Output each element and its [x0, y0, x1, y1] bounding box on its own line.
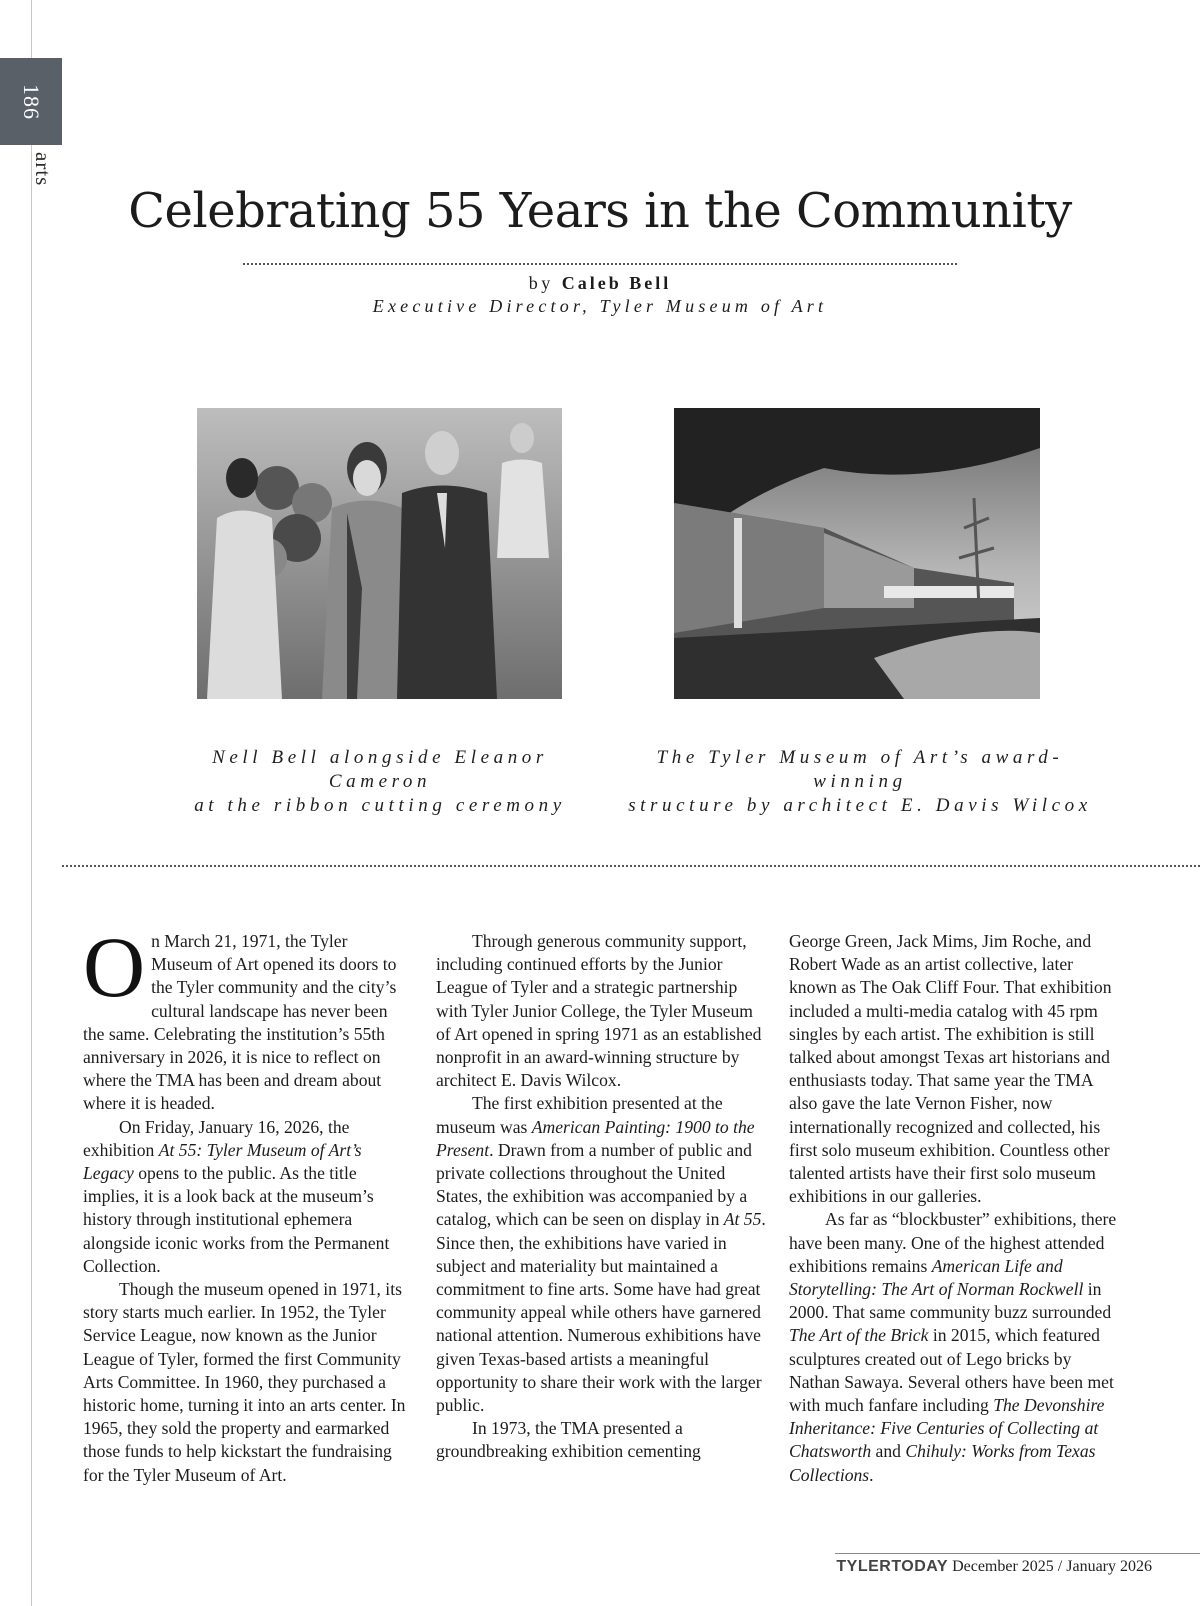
page-number-tab: [0, 58, 62, 145]
exhibition-title: The Devonshire Inheritance: Five Centuries of Collecting at Chatsworth: [789, 1395, 1105, 1462]
article-title: Celebrating 55 Years in the Community: [128, 183, 1072, 239]
byline-prefix: by: [528, 273, 554, 293]
exhibition-title: American Painting: 1900 to the Present: [436, 1116, 755, 1160]
caption-1-line-2: at the ribbon cutting ceremony: [194, 795, 566, 816]
exhibition-title: Chihuly: Works from Texas Collections: [789, 1441, 1096, 1485]
paragraph: [789, 1208, 1119, 1486]
paragraph-text: n March 21, 1971, the Tyler Museum of Art opened its doors to the Tyler community and the city’s cultural landscape has never been the same. Celebrating the institution’s 55th anniversary in 2026, it is nice to reflect on where the TMA has been and dream about where it is headed.: [83, 931, 397, 1114]
paragraph: Through generous community support, including continued efforts by the Junior League of Tyler and a strategic partnership with Tyler Junior College, the Tyler Museum of Art opened in spring 1971 as an established nonprofit in an award-winning structure by architect E. Davis Wilcox.: [436, 931, 762, 1091]
section-label: arts: [31, 152, 55, 187]
article-column-1: [83, 919, 413, 1487]
author-role: Executive Director, Tyler Museum of Art: [372, 296, 828, 316]
page-number: 186: [19, 83, 44, 120]
byline: [0, 273, 1200, 294]
exhibition-title: At 55: [723, 1209, 762, 1230]
caption-2-line-2: structure by architect E. Davis Wilcox: [628, 795, 1092, 816]
paragraph-text: The first exhibition presented at the museum was: [436, 1093, 723, 1137]
paragraph: [83, 919, 413, 1116]
exhibition-title: American Life and Storytelling: The Art of Norman Rockwell: [789, 1255, 1084, 1300]
paragraph: [83, 1116, 413, 1278]
paragraph-text: in 2000. That same community buzz surrounded: [789, 1279, 1112, 1323]
paragraph: George Green, Jack Mims, Jim Roche, and Robert Wade as an artist collective, later known as The Oak Cliff Four. That exhibition included a multi-media catalog with 45 rpm singles by each artist. The exhibition is still talked about amongst Texas art historians and enthusiasts today. That same year the TMA also gave the late Vernon Fisher, now internationally recognized and collected, his first solo museum exhibition. Countless other talented artists have their first solo museum exhibitions in our galleries.: [789, 931, 1112, 1207]
issue-date: December 2025 / January 2026: [952, 1558, 1152, 1575]
exhibition-title: At 55: Tyler Museum of Art’s Legacy: [83, 1139, 362, 1184]
title-divider: [243, 263, 957, 265]
caption-2-line-1: The Tyler Museum of Art’s award-winning: [656, 747, 1064, 792]
exhibition-title: The Art of the Brick: [789, 1325, 929, 1346]
paragraph-text: and: [871, 1441, 906, 1462]
author-name: Caleb Bell: [561, 273, 672, 293]
page-footer: [836, 1558, 1152, 1576]
paragraph-text: . Drawn from a number of public and private collections throughout the United States, the exhibition was accompanied by a catalog, which can be seen on display in: [436, 1139, 752, 1230]
article-column-3: [789, 930, 1119, 1487]
paragraph-text: As far as “blockbuster” exhibitions, there have been many. One of the highest attended exhibitions remains: [789, 1209, 1117, 1276]
magazine-brand: TYLERTODAY: [836, 1558, 949, 1575]
paragraph-text: On Friday, January 16, 2026, the exhibition: [83, 1116, 350, 1160]
paragraph: [436, 1092, 766, 1417]
article-column-2: [436, 930, 766, 1464]
paragraph: In 1973, the TMA presented a groundbreaking exhibition cementing: [436, 1418, 701, 1462]
photo-caption-2: [610, 746, 1110, 818]
margin-rule: [31, 0, 32, 1606]
paragraph-text: .: [869, 1464, 874, 1485]
drop-cap: O: [83, 919, 146, 1015]
paragraph: Though the museum opened in 1971, its story starts much earlier. In 1952, the Tyler Service League, now known as the Junior League of Tyler, formed the first Community Arts Committee. In 1960, they purchased a historic home, turning it into an arts center. In 1965, they sold the property and earmarked those funds to help kickstart the fundraising for the Tyler Museum of Art.: [83, 1279, 406, 1485]
caption-1-line-1: Nell Bell alongside Eleanor Cameron: [212, 747, 548, 792]
section-divider: [62, 865, 1200, 867]
paragraph-text: opens to the public. As the title implies, it is a look back at the museum’s history through institutional ephemera alongside iconic works from the Permanent Collection.: [83, 1163, 390, 1276]
paragraph-text: in 2015, which featured sculptures created out of Lego bricks by Nathan Sawaya. Several others have been met with much fanfare including: [789, 1325, 1114, 1416]
ribbon-cutting-photo: [197, 408, 562, 699]
photo-caption-1: [160, 746, 600, 818]
footer-rule: [835, 1553, 1200, 1554]
paragraph-text: . Since then, the exhibitions have varied in subject and materiality but maintained a commitment to fine arts. Some have had great community appeal while others have garnered national attention. Numerous exhibitions have given Texas-based artists a meaningful opportunity to share their work with the larger public.: [436, 1209, 766, 1416]
museum-building-photo: [674, 408, 1040, 699]
